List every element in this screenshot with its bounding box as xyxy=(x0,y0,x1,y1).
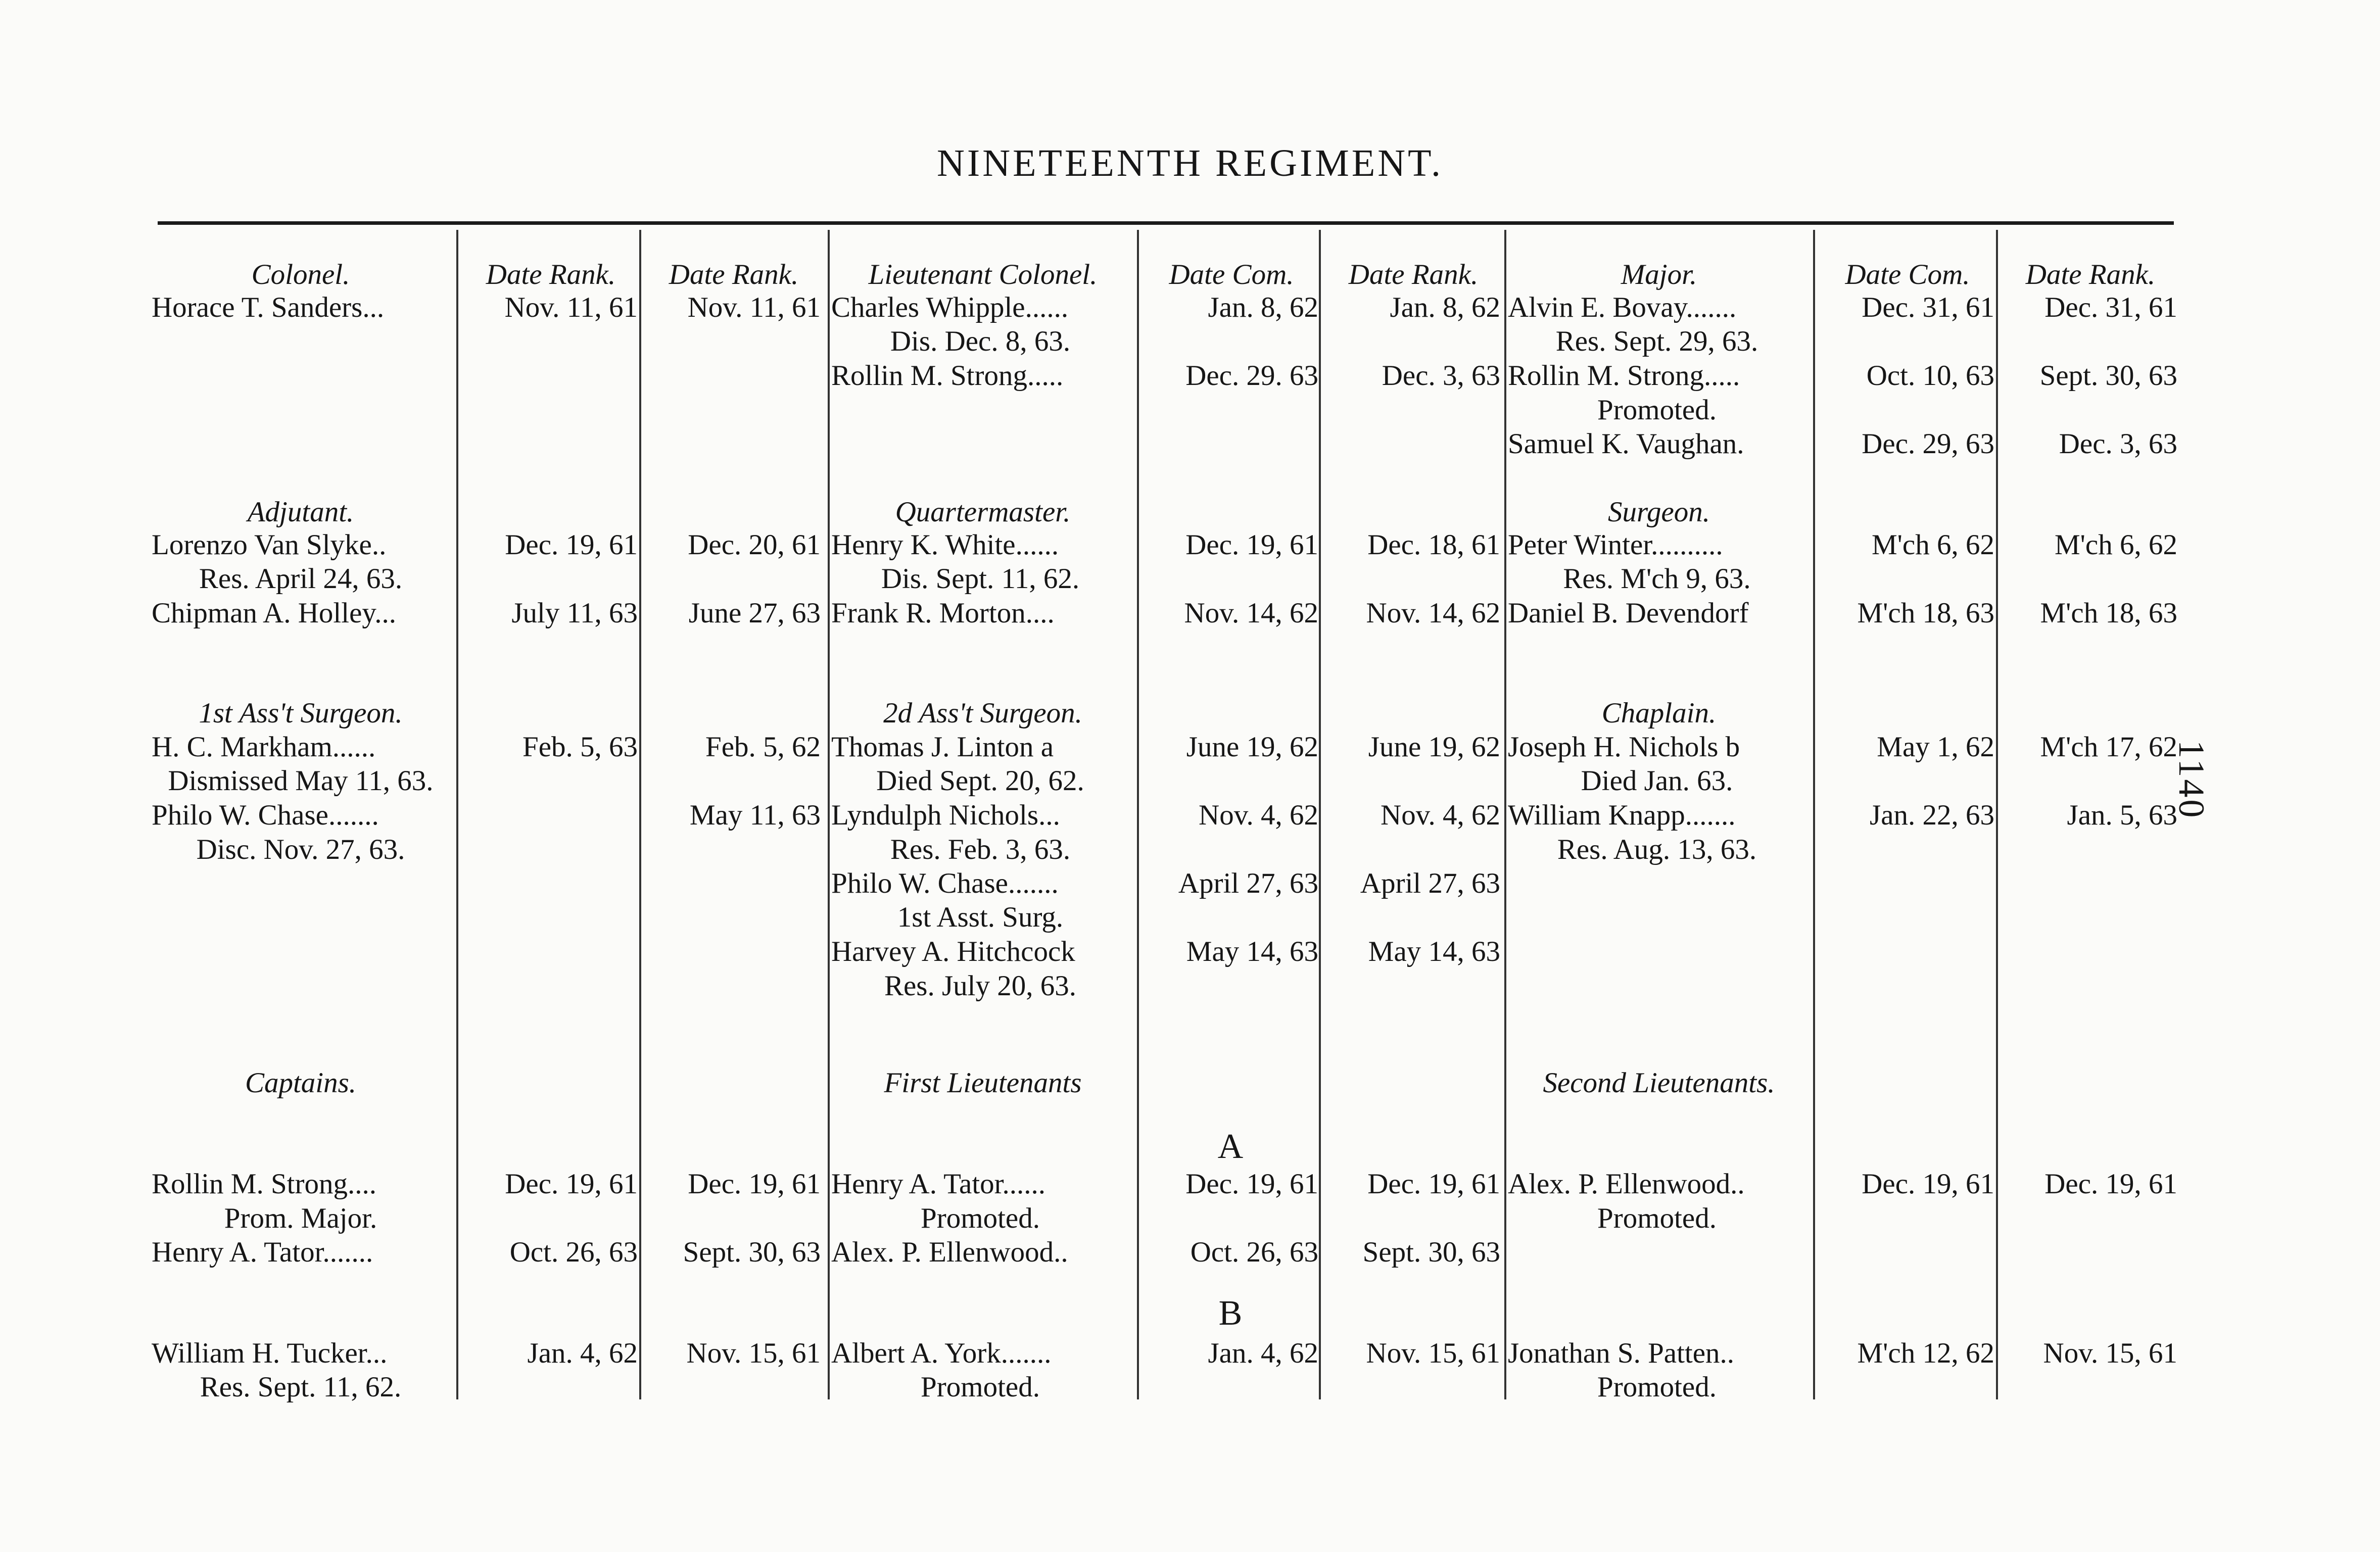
officer-note: Res. July 20, 63. xyxy=(884,970,1077,1002)
column-divider xyxy=(828,230,830,1399)
officer-note: Promoted. xyxy=(1597,1202,1717,1234)
date-first: April 27, 63 xyxy=(1178,867,1318,899)
column-divider xyxy=(1813,230,1815,1399)
date-second: May 11, 63 xyxy=(689,799,821,831)
header-date-rank: Date Rank. xyxy=(486,259,616,290)
header-captains: Captains. xyxy=(245,1067,357,1099)
date-second: May 14, 63 xyxy=(1368,936,1500,967)
date-second: Jan. 8, 62 xyxy=(1390,292,1500,323)
officer-note: Dis. Dec. 8, 63. xyxy=(890,325,1071,357)
date-second: Dec. 18, 61 xyxy=(1367,529,1500,561)
date-first: Dec. 31, 61 xyxy=(1862,292,1994,323)
header-surgeon: Surgeon. xyxy=(1607,496,1710,528)
officer-name: Thomas J. Linton a xyxy=(831,731,1054,763)
header-date-rank: Date Rank. xyxy=(669,259,799,290)
date-second: Dec. 19, 61 xyxy=(688,1168,821,1200)
date-second: Nov. 11, 61 xyxy=(687,292,821,323)
page-number: 1140 xyxy=(2171,740,2212,820)
header-colonel: Colonel. xyxy=(251,259,350,290)
officer-name: Henry K. White...... xyxy=(831,529,1059,561)
officer-note: Promoted. xyxy=(1597,394,1717,426)
column-divider xyxy=(1137,230,1139,1399)
officer-note: Res. April 24, 63. xyxy=(199,563,403,595)
date-first: M'ch 18, 63 xyxy=(1857,597,1994,629)
page-title: NINETEENTH REGIMENT. xyxy=(937,142,1443,184)
officer-note: Promoted. xyxy=(921,1371,1040,1403)
date-second: Dec. 31, 61 xyxy=(2044,292,2177,323)
officer-name: Alvin E. Bovay....... xyxy=(1508,292,1737,323)
date-first: May 14, 63 xyxy=(1186,936,1318,967)
officer-name: Alex. P. Ellenwood.. xyxy=(1508,1168,1745,1200)
date-first: Dec. 19, 61 xyxy=(1185,529,1318,561)
date-first: Oct. 10, 63 xyxy=(1866,360,1994,392)
date-first: Dec. 29. 63 xyxy=(1185,360,1318,392)
date-second: June 27, 63 xyxy=(688,597,821,629)
date-second: Dec. 19, 61 xyxy=(2044,1168,2177,1200)
column-divider xyxy=(1504,230,1506,1399)
date-first: July 11, 63 xyxy=(511,597,638,629)
officer-name: Philo W. Chase....... xyxy=(152,799,379,831)
top-rule xyxy=(158,221,2174,225)
date-first: May 1, 62 xyxy=(1877,731,1994,763)
date-first: Dec. 19, 61 xyxy=(505,529,638,561)
officer-name: Frank R. Morton.... xyxy=(831,597,1055,629)
header-date-com: Date Com. xyxy=(1845,259,1970,290)
date-second: Sept. 30, 63 xyxy=(1362,1236,1500,1268)
officer-note: Prom. Major. xyxy=(224,1202,377,1234)
date-second: M'ch 17, 62 xyxy=(2040,731,2177,763)
header-first-asst-surgeon: 1st Ass't Surgeon. xyxy=(199,697,403,729)
header-date-rank: Date Rank. xyxy=(1348,259,1479,290)
date-first: M'ch 6, 62 xyxy=(1871,529,1994,561)
date-first: Jan. 4, 62 xyxy=(527,1337,638,1369)
officer-note: Promoted. xyxy=(1597,1371,1717,1403)
officer-name: Alex. P. Ellenwood.. xyxy=(831,1236,1068,1268)
officer-name: Chipman A. Holley... xyxy=(152,597,396,629)
date-first: Jan. 8, 62 xyxy=(1208,292,1318,323)
officer-name: Lorenzo Van Slyke.. xyxy=(152,529,387,561)
header-second-asst-surgeon: 2d Ass't Surgeon. xyxy=(883,697,1082,729)
column-divider xyxy=(639,230,641,1399)
officer-note: Promoted. xyxy=(921,1202,1040,1234)
date-first: Oct. 26, 63 xyxy=(509,1236,638,1268)
date-first: M'ch 12, 62 xyxy=(1857,1337,1994,1369)
officer-name: Albert A. York....... xyxy=(831,1337,1052,1369)
header-quartermaster: Quartermaster. xyxy=(895,496,1071,528)
date-first: Oct. 26, 63 xyxy=(1190,1236,1318,1268)
date-second: Dec. 19, 61 xyxy=(1367,1168,1500,1200)
date-second: Feb. 5, 62 xyxy=(705,731,821,763)
date-second: Nov. 4, 62 xyxy=(1381,799,1500,831)
officer-note: Res. Sept. 11, 62. xyxy=(200,1371,402,1403)
column-divider xyxy=(456,230,458,1399)
officer-name: Rollin M. Strong..... xyxy=(1508,360,1740,392)
date-second: June 19, 62 xyxy=(1368,731,1500,763)
date-second: Dec. 20, 61 xyxy=(688,529,821,561)
date-first: Feb. 5, 63 xyxy=(522,731,638,763)
officer-name: Horace T. Sanders... xyxy=(152,292,385,323)
officer-note: Dismissed May 11, 63. xyxy=(168,765,434,797)
officer-note: Res. M'ch 9, 63. xyxy=(1563,563,1751,595)
date-second: April 27, 63 xyxy=(1360,867,1500,899)
date-first: Dec. 19, 61 xyxy=(1862,1168,1994,1200)
date-second: Sept. 30, 63 xyxy=(683,1236,821,1268)
header-major: Major. xyxy=(1621,259,1697,290)
officer-name: Rollin M. Strong..... xyxy=(831,360,1064,392)
officer-name: William H. Tucker... xyxy=(152,1337,388,1369)
header-first-lieutenants: First Lieutenants xyxy=(884,1067,1082,1099)
officer-note: Dis. Sept. 11, 62. xyxy=(881,563,1080,595)
officer-name: Samuel K. Vaughan. xyxy=(1508,428,1744,460)
header-lt-colonel: Lieutenant Colonel. xyxy=(868,259,1098,290)
officer-name: Rollin M. Strong.... xyxy=(152,1168,376,1200)
header-date-rank: Date Rank. xyxy=(2025,259,2156,290)
date-second: Nov. 15, 61 xyxy=(686,1337,821,1369)
date-first: Dec. 29, 63 xyxy=(1862,428,1994,460)
date-first: Dec. 19, 61 xyxy=(1185,1168,1318,1200)
date-first: Nov. 4, 62 xyxy=(1199,799,1318,831)
date-second: Nov. 15, 61 xyxy=(2043,1337,2177,1369)
date-first: Jan. 22, 63 xyxy=(1870,799,1994,831)
date-second: Nov. 14, 62 xyxy=(1366,597,1500,629)
officer-name: Charles Whipple...... xyxy=(831,292,1069,323)
officer-name: H. C. Markham...... xyxy=(152,731,376,763)
officer-name: Philo W. Chase....... xyxy=(831,867,1059,899)
date-second: Sept. 30, 63 xyxy=(2039,360,2177,392)
company-letter-b: B xyxy=(1218,1294,1243,1333)
header-second-lieutenants: Second Lieutenants. xyxy=(1543,1067,1775,1099)
officer-name: Peter Winter.......... xyxy=(1508,529,1723,561)
date-first: June 19, 62 xyxy=(1186,731,1318,763)
officer-name: Lyndulph Nichols... xyxy=(831,799,1060,831)
date-first: Dec. 19, 61 xyxy=(505,1168,638,1200)
date-second: Dec. 3, 63 xyxy=(1382,360,1500,392)
officer-note: 1st Asst. Surg. xyxy=(897,901,1064,933)
date-first: Nov. 11, 61 xyxy=(504,292,638,323)
officer-name: Henry A. Tator....... xyxy=(152,1236,373,1268)
officer-note: Res. Aug. 13, 63. xyxy=(1557,834,1757,865)
officer-note: Disc. Nov. 27, 63. xyxy=(196,834,405,865)
officer-note: Died Sept. 20, 62. xyxy=(876,765,1084,797)
header-chaplain: Chaplain. xyxy=(1601,697,1717,729)
date-first: Jan. 4, 62 xyxy=(1208,1337,1318,1369)
officer-note: Res. Feb. 3, 63. xyxy=(890,834,1071,865)
officer-name: Joseph H. Nichols b xyxy=(1508,731,1740,763)
header-adjutant: Adjutant. xyxy=(247,496,354,528)
date-second: Jan. 5, 63 xyxy=(2067,799,2177,831)
officer-note: Res. Sept. 29, 63. xyxy=(1555,325,1758,357)
date-second: M'ch 18, 63 xyxy=(2040,597,2177,629)
date-second: Dec. 3, 63 xyxy=(2059,428,2177,460)
officer-note: Died Jan. 63. xyxy=(1581,765,1733,797)
officer-name: Jonathan S. Patten.. xyxy=(1508,1337,1735,1369)
date-second: Nov. 15, 61 xyxy=(1366,1337,1500,1369)
company-letter-a: A xyxy=(1217,1127,1244,1166)
header-date-com: Date Com. xyxy=(1169,259,1294,290)
date-second: M'ch 6, 62 xyxy=(2054,529,2177,561)
officer-name: Daniel B. Devendorf xyxy=(1508,597,1749,629)
officer-name: Harvey A. Hitchcock xyxy=(831,936,1075,967)
officer-name: Henry A. Tator...... xyxy=(831,1168,1045,1200)
officer-name: William Knapp....... xyxy=(1508,799,1736,831)
date-first: Nov. 14, 62 xyxy=(1184,597,1318,629)
